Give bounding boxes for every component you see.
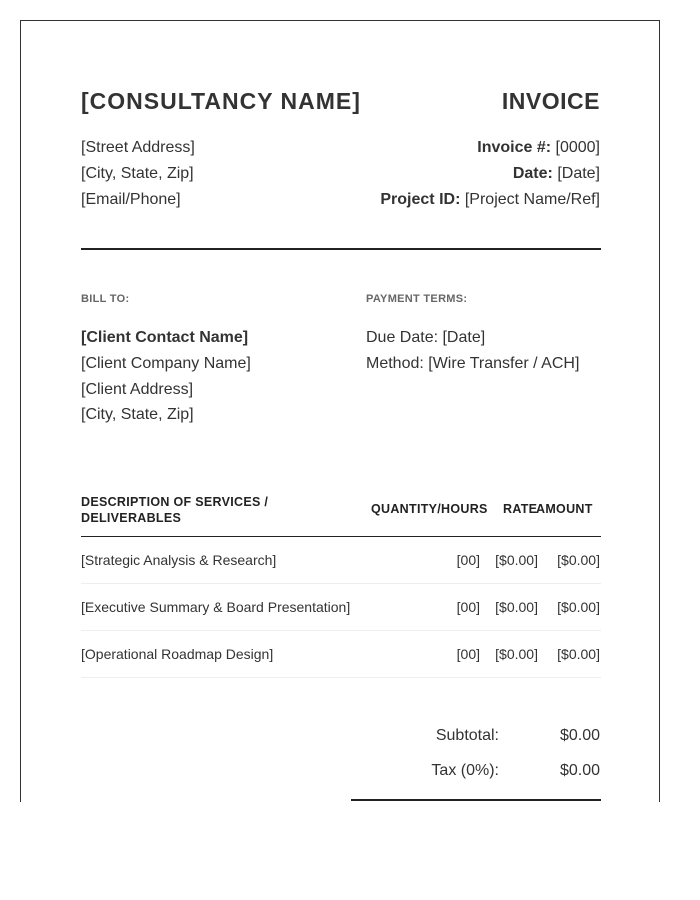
table-row-divider <box>81 630 601 631</box>
subtotal-label: Subtotal: <box>435 727 499 744</box>
column-header-amount: AMOUNT <box>536 502 593 516</box>
client-address: [Client Address] <box>81 381 194 398</box>
company-city-state-zip: [City, State, Zip] <box>81 165 194 182</box>
company-email-phone: [Email/Phone] <box>81 191 181 208</box>
bill-to-label: BILL TO: <box>81 293 130 305</box>
column-header-rate: RATE <box>503 502 538 516</box>
line-item-amount: [$0.00] <box>557 552 600 568</box>
tax-label: Tax (0%): <box>431 762 499 779</box>
invoice-date-label: Date: <box>512 165 553 182</box>
line-item-amount: [$0.00] <box>557 599 600 615</box>
column-header-description: DESCRIPTION OF SERVICES / DELIVERABLES <box>81 495 269 525</box>
totals-divider <box>351 799 601 801</box>
payment-terms-label: PAYMENT TERMS: <box>366 293 468 305</box>
line-item-rate: [$0.00] <box>495 599 538 615</box>
project-id-value: [Project Name/Ref] <box>464 191 600 208</box>
payment-method: Method: [Wire Transfer / ACH] <box>366 355 580 372</box>
header-divider <box>81 248 601 250</box>
company-name: [CONSULTANCY NAME] <box>81 88 361 114</box>
invoice-date-value: [Date] <box>557 165 600 182</box>
line-item-rate: [$0.00] <box>495 646 538 662</box>
company-street-address: [Street Address] <box>81 139 195 156</box>
line-item-description: [Operational Roadmap Design] <box>81 646 274 662</box>
invoice-date-line <box>513 165 600 183</box>
subtotal-value: $0.00 <box>559 727 600 744</box>
tax-value: $0.00 <box>559 762 600 779</box>
line-item-rate: [$0.00] <box>495 552 538 568</box>
invoice-number-value: [0000] <box>555 139 600 156</box>
client-contact-name: [Client Contact Name] <box>81 329 249 346</box>
column-header-quantity: QUANTITY/HOURS <box>371 502 488 516</box>
document-title: INVOICE <box>501 88 600 114</box>
table-row-divider <box>81 583 601 584</box>
table-row-divider <box>81 677 601 678</box>
line-item-quantity: [00] <box>456 646 480 662</box>
project-id-line <box>380 191 600 209</box>
line-item-quantity: [00] <box>456 599 480 615</box>
payment-due-date: Due Date: [Date] <box>366 329 486 346</box>
invoice-number-label: Invoice #: <box>477 139 552 156</box>
client-company-name: [Client Company Name] <box>81 355 251 372</box>
invoice-page <box>20 20 660 802</box>
line-item-amount: [$0.00] <box>557 646 600 662</box>
line-item-description: [Strategic Analysis & Research] <box>81 552 277 568</box>
client-city-state-zip: [City, State, Zip] <box>81 406 194 423</box>
invoice-number-line <box>477 139 600 157</box>
table-header-divider <box>81 536 601 537</box>
line-item-description: [Executive Summary & Board Presentation] <box>81 599 351 615</box>
line-item-quantity: [00] <box>456 552 480 568</box>
project-id-label: Project ID: <box>380 191 461 208</box>
